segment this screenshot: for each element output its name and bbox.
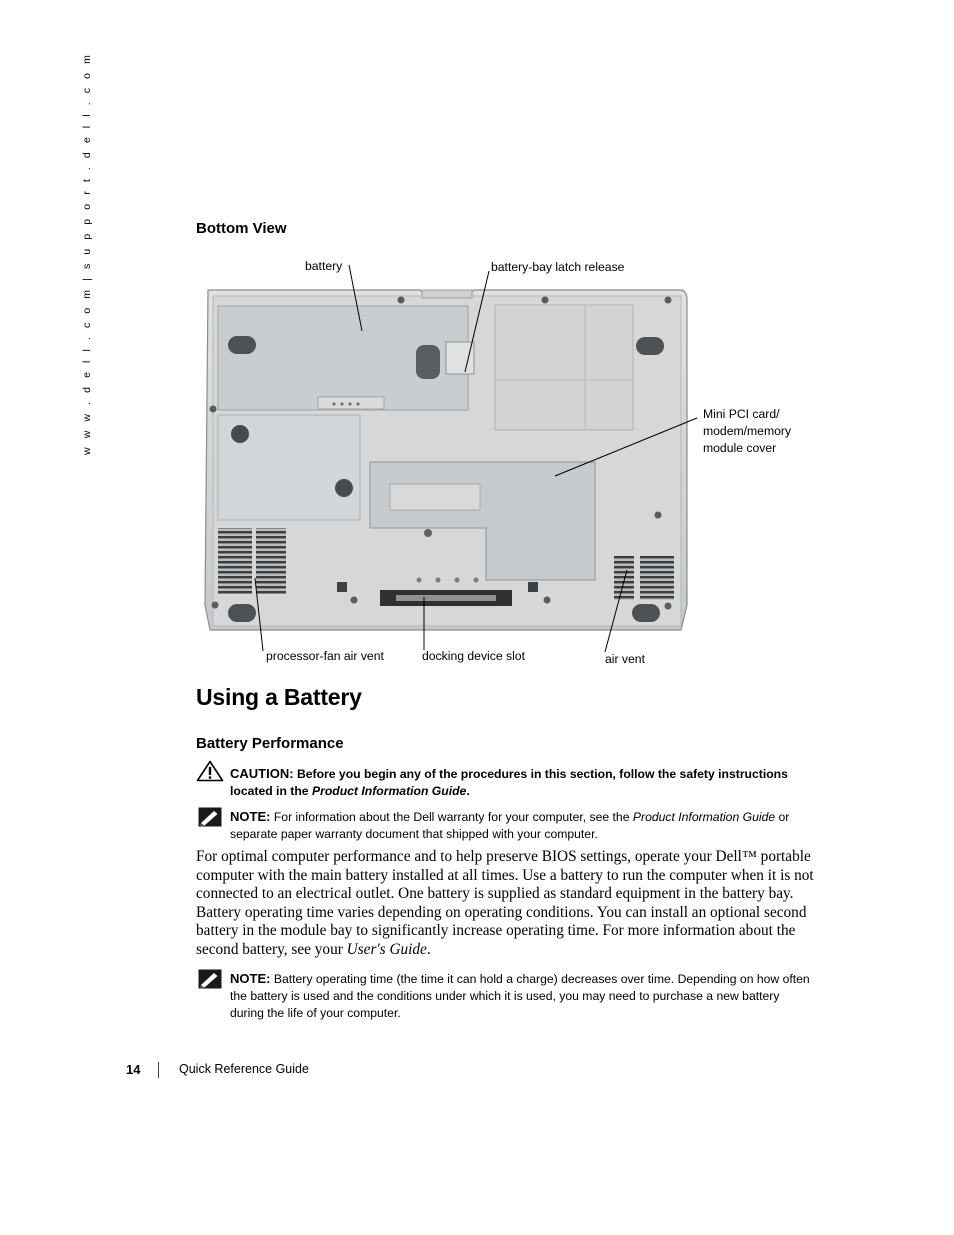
page-number: 14 [126, 1062, 141, 1077]
note-2-label: NOTE: [230, 971, 271, 986]
callout-processor-vent: processor-fan air vent [266, 649, 384, 663]
side-url: w w w . d e l l . c o m | s u p p o r t . d e l l . c o m [81, 52, 93, 455]
body-end: . [426, 940, 431, 958]
callout-minipci-line2: modem/memory [703, 424, 792, 438]
callout-minipci-line3: module cover [703, 441, 777, 455]
callout-docking-slot: docking device slot [422, 649, 525, 663]
note-1-text-end: or separate paper warranty document that shipped with your computer. [230, 810, 790, 841]
body-italic: User's Guide [346, 940, 427, 958]
body-text: For optimal computer performance and to help preserve BIOS settings, operate your Dell™ portable computer with the main battery installed at all times. Use a battery to run the computer when it is not connected to an electrical outlet. One battery is supplied as standard equipment in the battery bay. Battery operating time varies depending on operating conditions. You can install an optional second battery in the module bay to significantly increase operating time. For more information about the second battery, see your [196, 848, 814, 958]
caution-text: Before you begin any of the procedures in this section, follow the safety instructions located in the [230, 767, 788, 798]
callout-latch: battery-bay latch release [491, 260, 625, 274]
caution-icon [196, 760, 224, 782]
note-icon [198, 807, 222, 827]
caution-italic: Product Information Guide [311, 784, 467, 798]
note-icon [198, 969, 222, 989]
note-2-text: Battery operating time (the time it can hold a charge) decreases over time. Depending on how often the battery is used and the conditions under which it is used, you may need to purchase a new battery during the life of your computer. [230, 972, 810, 1020]
subsection-heading: Battery Performance [196, 735, 344, 752]
note-1 [230, 808, 815, 843]
callout-air-vent: air vent [605, 652, 645, 666]
footer-guide-title: Quick Reference Guide [179, 1062, 309, 1076]
callout-minipci-line1: Mini PCI card/ [703, 407, 780, 421]
laptop-bottom-view-image [196, 255, 816, 675]
bottom-view-heading: Bottom View [196, 220, 287, 237]
body-paragraph [196, 848, 816, 960]
note-1-label: NOTE: [230, 809, 271, 824]
caution-end: . [466, 784, 470, 798]
callout-battery: battery [305, 259, 343, 273]
note-1-italic: Product Information Guide [632, 810, 776, 824]
caution-label: CAUTION: [230, 766, 294, 781]
footer-separator [158, 1062, 159, 1078]
note-1-text: For information about the Dell warranty for your computer, see the [273, 810, 630, 824]
note-2 [230, 970, 815, 1022]
section-heading: Using a Battery [196, 684, 362, 710]
caution-notice [230, 765, 815, 800]
